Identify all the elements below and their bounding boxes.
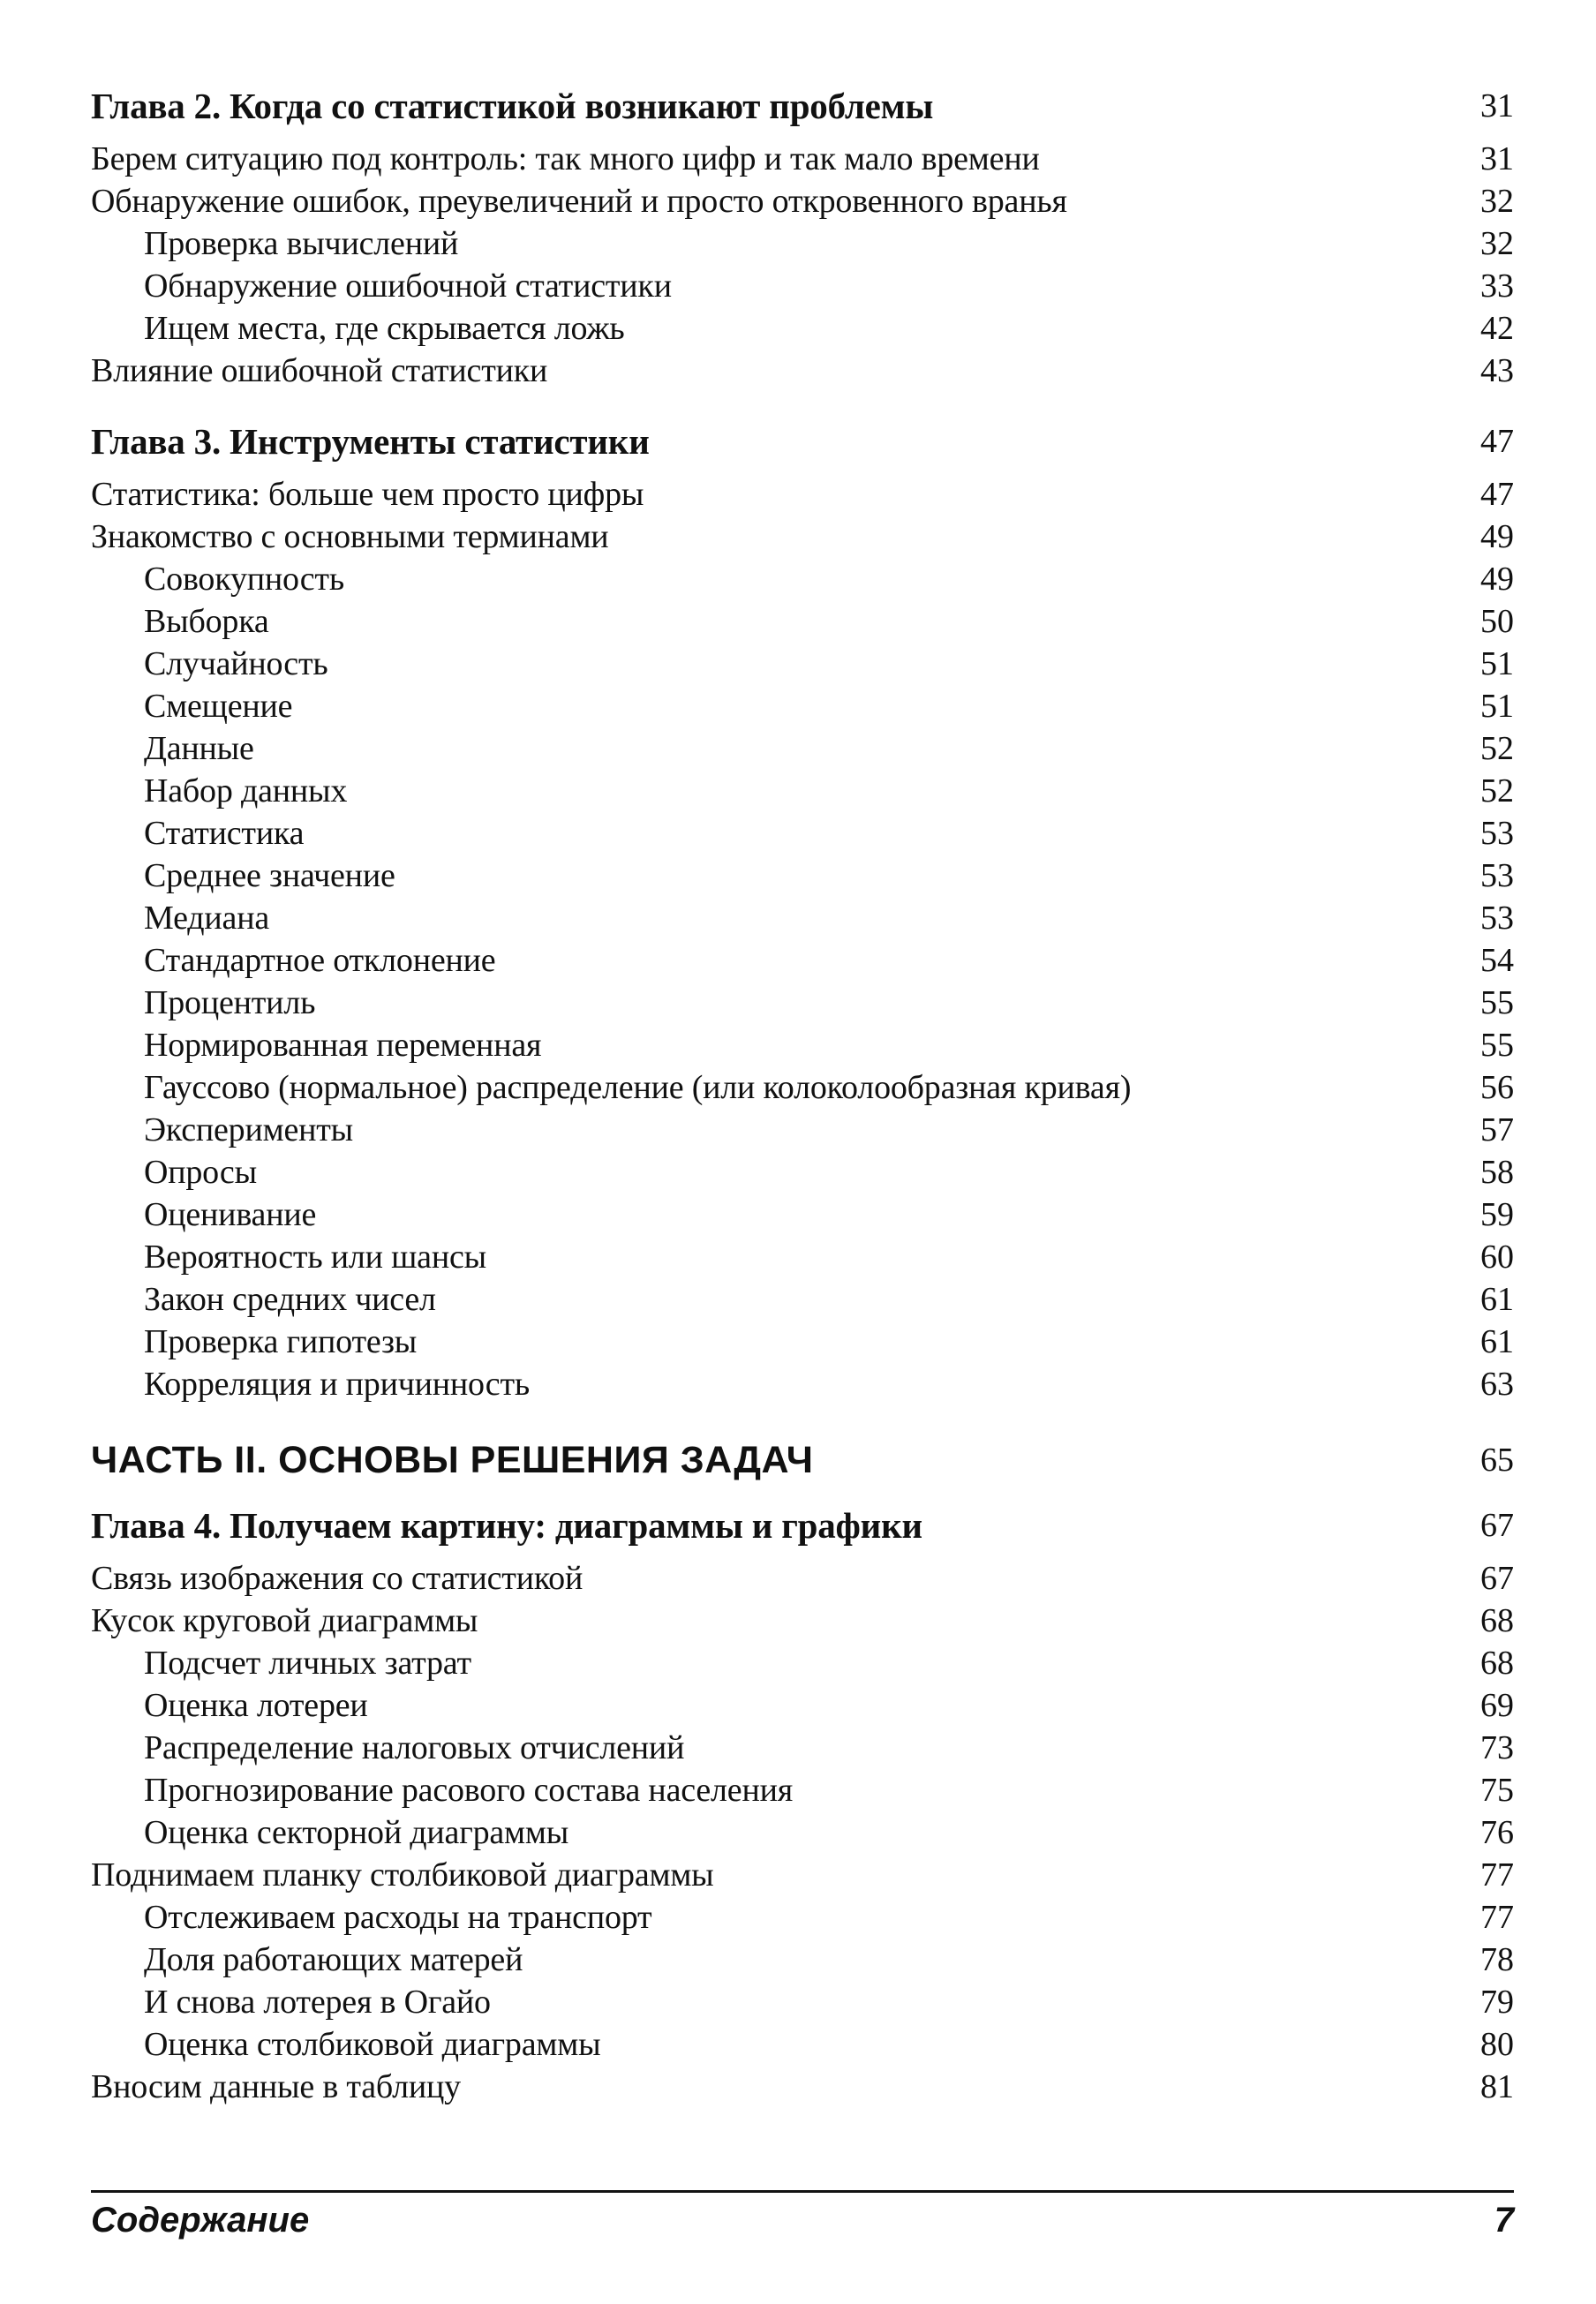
- toc-entry-title: Оценивание: [144, 1196, 317, 1233]
- toc-section-entry: [91, 350, 1514, 392]
- toc-entry-title: Смещение: [144, 688, 293, 725]
- toc-subsection-entry: [91, 1727, 1514, 1769]
- toc-section-entry: [91, 473, 1514, 516]
- toc-entry-page: 52: [1480, 772, 1514, 809]
- toc-entry-page: 53: [1480, 900, 1514, 937]
- toc-entry-page: 32: [1480, 225, 1514, 262]
- toc-subsection-entry: [91, 222, 1514, 265]
- toc-subsection-entry: [91, 1321, 1514, 1363]
- toc-entry-title: Статистика: [144, 815, 305, 852]
- toc-entry-title: Процентиль: [144, 984, 316, 1021]
- toc-entry-page: 77: [1480, 1856, 1514, 1894]
- toc-subsection-entry: [91, 982, 1514, 1024]
- toc-entry-page: 67: [1480, 1560, 1514, 1597]
- toc-entry-page: 32: [1480, 183, 1514, 220]
- toc-section-entry: [91, 2066, 1514, 2108]
- toc-entry-title: ЧАСТЬ II. ОСНОВЫ РЕШЕНИЯ ЗАДАЧ: [91, 1438, 814, 1481]
- toc-entry-title: Набор данных: [144, 772, 348, 809]
- toc-entry-page: 56: [1480, 1069, 1514, 1106]
- toc-entry-page: 61: [1480, 1281, 1514, 1318]
- toc-entry-page: 55: [1480, 1027, 1514, 1064]
- footer-page-number: 7: [1494, 2200, 1514, 2240]
- toc-entry-title: И снова лотерея в Огайо: [144, 1984, 491, 2021]
- toc-entry-page: 49: [1480, 518, 1514, 555]
- toc-entry-title: Глава 3. Инструменты статистики: [91, 421, 650, 462]
- toc-subsection-entry: [91, 1363, 1514, 1405]
- toc-entry-page: 68: [1480, 1645, 1514, 1682]
- toc-entry-title: Оценка лотереи: [144, 1687, 368, 1724]
- toc-entry-page: 52: [1480, 730, 1514, 767]
- toc-entry-page: 55: [1480, 984, 1514, 1021]
- toc-section-entry: [91, 1557, 1514, 1600]
- toc-part-entry: [91, 1434, 1514, 1487]
- toc-entry-title: Выборка: [144, 603, 269, 640]
- toc-subsection-entry: [91, 1193, 1514, 1236]
- toc-entry-title: Случайность: [144, 645, 328, 682]
- toc-entry-page: 57: [1480, 1111, 1514, 1148]
- toc-entry-page: 68: [1480, 1602, 1514, 1639]
- toc-entry-title: Нормированная переменная: [144, 1027, 542, 1064]
- toc-subsection-entry: [91, 600, 1514, 643]
- toc-entry-page: 42: [1480, 310, 1514, 347]
- toc-entry-page: 80: [1480, 2026, 1514, 2063]
- toc-entry-title: Глава 2. Когда со статистикой возникают проблемы: [91, 86, 934, 126]
- toc-subsection-entry: [91, 1151, 1514, 1193]
- toc-section-entry: [91, 1854, 1514, 1896]
- toc-section-entry: [91, 180, 1514, 222]
- toc-subsection-entry: [91, 558, 1514, 600]
- footer-section-title: Содержание: [91, 2200, 310, 2240]
- toc-subsection-entry: [91, 855, 1514, 897]
- toc-section-entry: [91, 138, 1514, 180]
- toc-entry-title: Отслеживаем расходы на транспорт: [144, 1899, 652, 1936]
- toc-subsection-entry: [91, 1024, 1514, 1066]
- toc-subsection-entry: [91, 1236, 1514, 1278]
- toc-entry-title: Проверка вычислений: [144, 225, 459, 262]
- toc-entry-page: 76: [1480, 1814, 1514, 1851]
- toc-entry-title: Медиана: [144, 900, 269, 937]
- toc-entry-page: 67: [1480, 1507, 1514, 1544]
- toc-entry-title: Статистика: больше чем просто цифры: [91, 476, 644, 513]
- toc-subsection-entry: [91, 1896, 1514, 1939]
- toc-entry-title: Обнаружение ошибочной статистики: [144, 267, 672, 305]
- toc-entry-page: 73: [1480, 1729, 1514, 1766]
- toc-subsection-entry: [91, 770, 1514, 812]
- toc-section-entry: [91, 1600, 1514, 1642]
- toc-subsection-entry: [91, 1981, 1514, 2023]
- toc-entry-title: Вероятность или шансы: [144, 1239, 486, 1276]
- toc-subsection-entry: [91, 939, 1514, 982]
- toc-entry-page: 65: [1480, 1442, 1514, 1479]
- toc-entry-page: 69: [1480, 1687, 1514, 1724]
- toc-entry-page: 51: [1480, 645, 1514, 682]
- toc-entry-page: 58: [1480, 1154, 1514, 1191]
- toc-subsection-entry: [91, 1939, 1514, 1981]
- toc-subsection-entry: [91, 727, 1514, 770]
- toc-entry-title: Данные: [144, 730, 254, 767]
- toc-entry-page: 77: [1480, 1899, 1514, 1936]
- toc-entry-title: Обнаружение ошибок, преувеличений и просто откровенного вранья: [91, 183, 1067, 220]
- toc-subsection-entry: [91, 1109, 1514, 1151]
- toc-entry-page: 33: [1480, 267, 1514, 305]
- toc-entry-title: Оценка секторной диаграммы: [144, 1814, 569, 1851]
- toc-entry-title: Проверка гипотезы: [144, 1323, 418, 1360]
- toc-entry-page: 54: [1480, 942, 1514, 979]
- toc-subsection-entry: [91, 1684, 1514, 1727]
- toc-entry-title: Корреляция и причинность: [144, 1366, 530, 1403]
- toc-entry-page: 53: [1480, 815, 1514, 852]
- toc-entry-title: Кусок круговой диаграммы: [91, 1602, 478, 1639]
- toc-subsection-entry: [91, 1278, 1514, 1321]
- toc-entry-page: 59: [1480, 1196, 1514, 1233]
- toc-entry-title: Вносим данные в таблицу: [91, 2068, 461, 2105]
- toc-entry-title: Оценка столбиковой диаграммы: [144, 2026, 601, 2063]
- toc-subsection-entry: [91, 685, 1514, 727]
- toc-chapter-entry: [91, 1504, 1514, 1547]
- toc-subsection-entry: [91, 307, 1514, 350]
- toc-entry-title: Закон средних чисел: [144, 1281, 436, 1318]
- toc-entry-page: 81: [1480, 2068, 1514, 2105]
- toc-entry-title: Стандартное отклонение: [144, 942, 496, 979]
- toc-subsection-entry: [91, 1769, 1514, 1811]
- toc-subsection-entry: [91, 1066, 1514, 1109]
- toc-entry-page: 31: [1480, 140, 1514, 177]
- toc-subsection-entry: [91, 1642, 1514, 1684]
- toc-entry-title: Гауссово (нормальное) распределение (или колоколообразная кривая): [144, 1069, 1132, 1106]
- toc-entry-title: Подсчет личных затрат: [144, 1645, 471, 1682]
- toc-entry-title: Распределение налоговых отчислений: [144, 1729, 685, 1766]
- toc-subsection-entry: [91, 1811, 1514, 1854]
- toc-entry-title: Связь изображения со статистикой: [91, 1560, 583, 1597]
- toc-entry-title: Совокупность: [144, 561, 344, 598]
- toc-entry-page: 53: [1480, 857, 1514, 894]
- toc-entry-title: Знакомство с основными терминами: [91, 518, 609, 555]
- toc-entry-title: Доля работающих матерей: [144, 1941, 523, 1978]
- toc-entry-page: 60: [1480, 1239, 1514, 1276]
- page-footer: [91, 2197, 1514, 2243]
- toc-entry-title: Глава 4. Получаем картину: диаграммы и графики: [91, 1505, 922, 1546]
- toc-entry-page: 78: [1480, 1941, 1514, 1978]
- toc-entry-title: Среднее значение: [144, 857, 395, 894]
- toc-entry-page: 63: [1480, 1366, 1514, 1403]
- toc-subsection-entry: [91, 643, 1514, 685]
- toc-entry-page: 31: [1480, 87, 1514, 124]
- toc-section-entry: [91, 516, 1514, 558]
- toc-entry-page: 50: [1480, 603, 1514, 640]
- toc-subsection-entry: [91, 812, 1514, 855]
- toc-entry-title: Поднимаем планку столбиковой диаграммы: [91, 1856, 714, 1894]
- toc-entry-title: Эксперименты: [144, 1111, 353, 1148]
- toc-entry-title: Берем ситуацию под контроль: так много цифр и так мало времени: [91, 140, 1040, 177]
- toc-entry-page: 75: [1480, 1772, 1514, 1809]
- toc-entry-title: Опросы: [144, 1154, 257, 1191]
- toc-subsection-entry: [91, 897, 1514, 939]
- toc-entry-title: Ищем места, где скрывается ложь: [144, 310, 625, 347]
- toc-subsection-entry: [91, 2023, 1514, 2066]
- toc-entry-page: 51: [1480, 688, 1514, 725]
- toc-entry-page: 49: [1480, 561, 1514, 598]
- toc-entry-title: Влияние ошибочной статистики: [91, 352, 548, 389]
- toc-entry-page: 79: [1480, 1984, 1514, 2021]
- toc-entry-page: 47: [1480, 423, 1514, 460]
- toc-subsection-entry: [91, 265, 1514, 307]
- toc-entry-page: 47: [1480, 476, 1514, 513]
- toc-entry-title: Прогнозирование расового состава населения: [144, 1772, 794, 1809]
- toc-entry-page: 43: [1480, 352, 1514, 389]
- toc-chapter-entry: [91, 420, 1514, 463]
- toc-chapter-entry: [91, 85, 1514, 127]
- footer-divider: [91, 2190, 1514, 2193]
- toc-entry-page: 61: [1480, 1323, 1514, 1360]
